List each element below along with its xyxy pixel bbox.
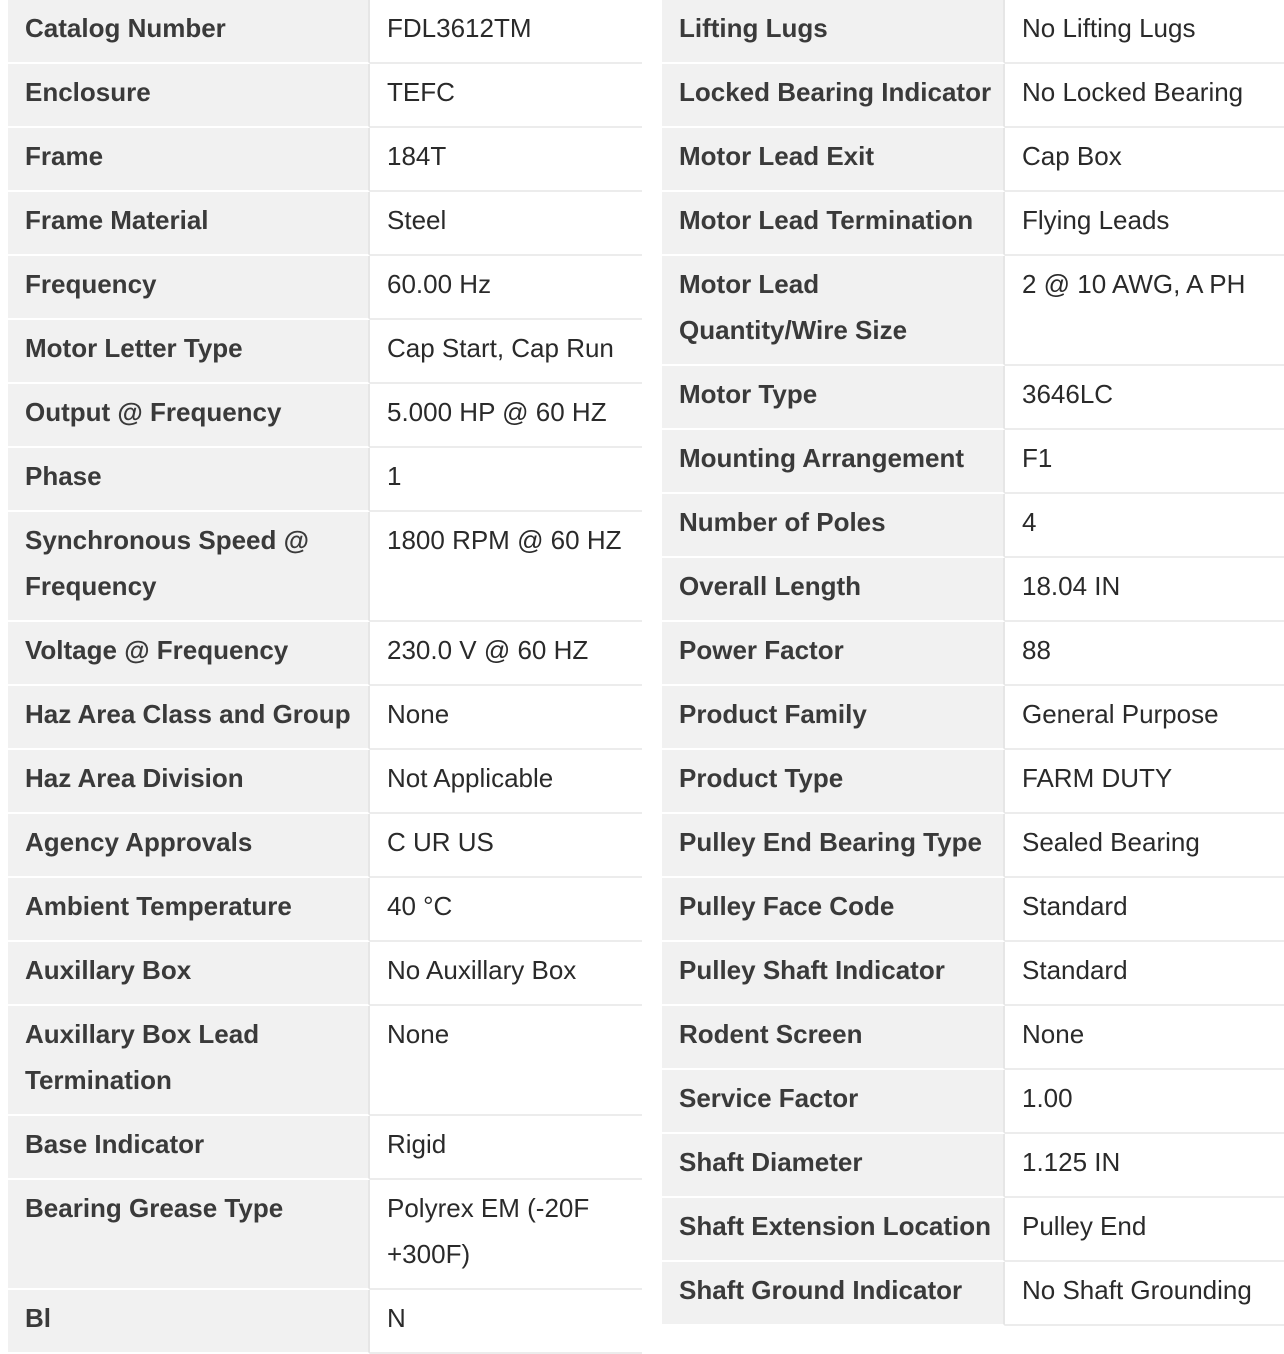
spec-row [8,686,642,750]
spec-label-cell [8,1006,370,1116]
spec-label: Frame [25,141,104,171]
spec-label: Motor Letter Type [25,333,243,363]
spec-value: Not Applicable [387,763,554,793]
spec-value-cell [1005,256,1284,366]
spec-row [8,878,642,942]
spec-label-cell [8,64,370,128]
spec-label-cell [662,686,1005,750]
spec-label: Product Family [679,699,867,729]
spec-label-cell [662,0,1005,64]
spec-label: Shaft Extension Location [679,1211,992,1241]
spec-label: Haz Area Class and Group [25,699,351,729]
spec-row [662,942,1284,1006]
spec-value-cell [1005,814,1284,878]
spec-label: Frequency [25,269,157,299]
spec-label: Frame Material [25,205,209,235]
spec-value: F1 [1022,443,1053,473]
spec-table-left [8,0,642,1354]
spec-row [662,750,1284,814]
spec-label-cell [662,1006,1005,1070]
spec-label-cell [662,494,1005,558]
spec-row [8,1006,642,1116]
spec-label: Overall Length [679,571,862,601]
spec-label: Catalog Number [25,13,226,43]
spec-value: Cap Start, Cap Run [387,333,614,363]
spec-row [8,1290,642,1354]
spec-value-cell [370,942,642,1006]
spec-value-cell [370,448,642,512]
spec-value: 4 [1022,507,1037,537]
spec-value-cell [1005,0,1284,64]
spec-row [662,256,1284,366]
spec-value-cell [1005,1134,1284,1198]
spec-value: 5.000 HP @ 60 HZ [387,397,607,427]
spec-value: Pulley End [1022,1211,1147,1241]
spec-label: Motor Lead Termination [679,205,974,235]
spec-label-cell [662,64,1005,128]
spec-label: Product Type [679,763,844,793]
spec-label-cell [662,1198,1005,1262]
spec-label: Mounting Arrangement [679,443,965,473]
spec-label-cell [8,1180,370,1290]
spec-value-cell [370,320,642,384]
spec-label: Shaft Diameter [679,1147,863,1177]
spec-value-cell [1005,64,1284,128]
spec-value: FARM DUTY [1022,763,1173,793]
spec-value: Cap Box [1022,141,1122,171]
spec-value: 88 [1022,635,1051,665]
spec-value-cell [370,686,642,750]
spec-value-cell [370,1116,642,1180]
spec-value: No Auxillary Box [387,955,577,985]
spec-label: Haz Area Division [25,763,244,793]
spec-value-cell [370,0,642,64]
spec-value: 60.00 Hz [387,269,492,299]
spec-label: Motor Type [679,379,818,409]
spec-label-cell [662,128,1005,192]
spec-value-cell [1005,430,1284,494]
spec-value-cell [370,878,642,942]
spec-row [662,0,1284,64]
spec-value: FDL3612TM [387,13,532,43]
spec-label: Auxillary Box [25,955,192,985]
spec-row [662,366,1284,430]
spec-value-cell [370,750,642,814]
spec-value-cell [1005,558,1284,622]
spec-label-cell [8,878,370,942]
spec-label-cell [662,942,1005,1006]
spec-value: 3646LC [1022,379,1114,409]
spec-value-cell [1005,1262,1284,1326]
spec-row [662,1262,1284,1326]
spec-label: Number of Poles [679,507,886,537]
spec-row [662,1006,1284,1070]
spec-table-right-body [662,0,1284,1326]
spec-label-cell [8,1290,370,1354]
spec-row [662,622,1284,686]
spec-value-cell [370,384,642,448]
spec-value: C UR US [387,827,494,857]
spec-value-cell [1005,750,1284,814]
spec-value-cell [1005,942,1284,1006]
spec-label: Bl [25,1303,51,1333]
spec-row [662,814,1284,878]
spec-value-cell [370,814,642,878]
spec-value: Steel [387,205,447,235]
spec-label: Locked Bearing Indicator [679,77,992,107]
spec-row [8,1180,642,1290]
spec-row [8,448,642,512]
spec-row [662,1070,1284,1134]
spec-label-cell [662,256,1005,366]
spec-value: None [1022,1019,1085,1049]
spec-label: Voltage @ Frequency [25,635,289,665]
spec-value: Rigid [387,1129,447,1159]
spec-value: 1.00 [1022,1083,1073,1113]
spec-value-cell [370,1290,642,1354]
spec-label-cell [8,192,370,256]
spec-value-cell [1005,1006,1284,1070]
spec-label: Pulley Face Code [679,891,895,921]
spec-value-cell [370,512,642,622]
spec-value: General Purpose [1022,699,1219,729]
spec-label-cell [662,1070,1005,1134]
spec-label: Output @ Frequency [25,397,282,427]
spec-label-cell [662,430,1005,494]
spec-label: Power Factor [679,635,844,665]
spec-value: 2 @ 10 AWG, A PH [1022,269,1246,299]
spec-value-cell [370,1180,642,1290]
spec-label-cell [662,192,1005,256]
spec-row [662,558,1284,622]
spec-value: 1 [387,461,402,491]
spec-row [8,192,642,256]
spec-value-cell [1005,128,1284,192]
spec-row [8,0,642,64]
spec-value-cell [370,64,642,128]
spec-value: Standard [1022,891,1128,921]
spec-row [8,814,642,878]
spec-label-cell [662,1134,1005,1198]
spec-value: No Lifting Lugs [1022,13,1196,43]
spec-label-cell [8,384,370,448]
spec-label-cell [8,622,370,686]
spec-label-cell [8,448,370,512]
spec-row [8,942,642,1006]
spec-value: N [387,1303,406,1333]
spec-row [8,128,642,192]
spec-value: 40 °C [387,891,453,921]
spec-row [662,64,1284,128]
spec-row [8,750,642,814]
spec-label-cell [662,622,1005,686]
spec-label: Service Factor [679,1083,859,1113]
spec-label-cell [8,0,370,64]
spec-row [662,686,1284,750]
spec-value-cell [370,256,642,320]
spec-value: No Shaft Grounding [1022,1275,1252,1305]
spec-value-cell [1005,366,1284,430]
spec-label: Ambient Temperature [25,891,292,921]
spec-label-cell [8,128,370,192]
spec-value-cell [1005,1198,1284,1262]
spec-row [662,878,1284,942]
spec-value-cell [1005,1070,1284,1134]
spec-value-cell [1005,686,1284,750]
spec-label: Pulley Shaft Indicator [679,955,945,985]
spec-label-cell [8,814,370,878]
spec-value: No Locked Bearing [1022,77,1244,107]
spec-label-cell [8,512,370,622]
spec-value-cell [370,128,642,192]
spec-label: Lifting Lugs [679,13,828,43]
spec-value: Polyrex EM (-20F +300F) [387,1193,590,1269]
spec-label-cell [8,750,370,814]
spec-value: Sealed Bearing [1022,827,1200,857]
spec-row [662,430,1284,494]
spec-value-cell [370,1006,642,1116]
spec-row [662,128,1284,192]
spec-row [8,622,642,686]
spec-label: Bearing Grease Type [25,1193,284,1223]
spec-label-cell [662,1262,1005,1326]
spec-row [662,1134,1284,1198]
spec-row [8,256,642,320]
spec-row [662,192,1284,256]
spec-value: Flying Leads [1022,205,1170,235]
spec-value: TEFC [387,77,455,107]
spec-label-cell [662,750,1005,814]
spec-label-cell [8,1116,370,1180]
spec-row [8,1116,642,1180]
spec-value-cell [370,192,642,256]
spec-label: Motor Lead Exit [679,141,875,171]
spec-label: Rodent Screen [679,1019,863,1049]
spec-value-cell [370,622,642,686]
spec-label: Shaft Ground Indicator [679,1275,963,1305]
spec-label-cell [662,366,1005,430]
spec-label-cell [662,558,1005,622]
spec-label-cell [8,942,370,1006]
spec-label: Synchronous Speed @ Frequency [25,525,309,601]
spec-value: 18.04 IN [1022,571,1121,601]
spec-label: Enclosure [25,77,151,107]
spec-label-cell [8,320,370,384]
spec-row [662,494,1284,558]
spec-value: 1800 RPM @ 60 HZ [387,525,622,555]
spec-label: Pulley End Bearing Type [679,827,982,857]
spec-table-right [662,0,1284,1326]
spec-label: Phase [25,461,102,491]
spec-row [8,64,642,128]
spec-value: 184T [387,141,447,171]
spec-label: Agency Approvals [25,827,253,857]
spec-value: None [387,1019,450,1049]
spec-label: Base Indicator [25,1129,205,1159]
spec-value: 1.125 IN [1022,1147,1121,1177]
spec-label: Auxillary Box Lead Termination [25,1019,260,1095]
spec-row [8,320,642,384]
spec-value: Standard [1022,955,1128,985]
spec-label: Motor Lead Quantity/Wire Size [679,269,908,345]
spec-value-cell [1005,878,1284,942]
spec-label-cell [662,878,1005,942]
spec-label-cell [8,256,370,320]
spec-row [8,384,642,448]
spec-row [662,1198,1284,1262]
spec-value: None [387,699,450,729]
spec-row [8,512,642,622]
spec-value-cell [1005,192,1284,256]
spec-value-cell [1005,622,1284,686]
spec-value: 230.0 V @ 60 HZ [387,635,589,665]
spec-label-cell [8,686,370,750]
spec-label-cell [662,814,1005,878]
spec-table-left-body [8,0,642,1354]
spec-value-cell [1005,494,1284,558]
